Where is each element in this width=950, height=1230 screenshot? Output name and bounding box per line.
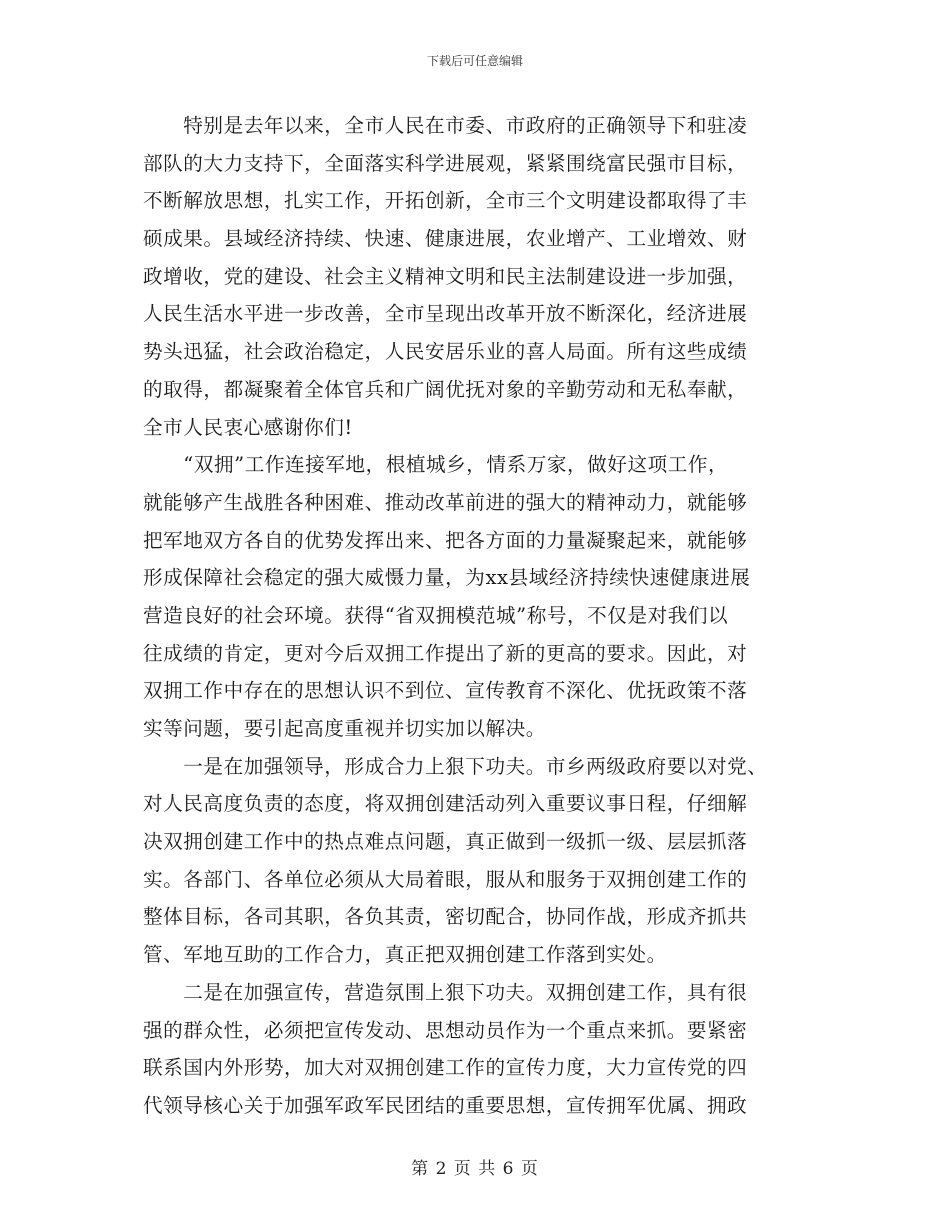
text-line: 对人民高度负责的态度，将双拥创建活动列入重要议事日程，仔细解 xyxy=(143,792,748,816)
page-header: 下载后可任意编辑 xyxy=(426,54,523,68)
text-line: 特别是去年以来，全市人民在市委、市政府的正确领导下和驻凌 xyxy=(143,114,748,137)
text-line: 往成绩的肯定，更对今后双拥工作提出了新的更高的要求。因此，对 xyxy=(143,641,748,665)
text-line: 营造良好的社会环境。获得“省双拥模范城”称号，不仅是对我们以 xyxy=(143,603,729,627)
text-line: 全市人民衷心感谢你们! xyxy=(143,415,353,439)
text-line: 实等问题，要引起高度重视并切实加以解决。 xyxy=(143,717,546,740)
text-line: 一是在加强领导，形成合力上狠下功夫。市乡两级政府要以对党、 xyxy=(143,754,768,778)
text-line: 就能够产生战胜各种困难、推动改革前进的强大的精神动力，就能够 xyxy=(143,490,748,514)
text-line: 人民生活水平进一步改善，全市呈现出改革开放不断深化，经济进展 xyxy=(143,302,748,326)
text-line: 势头迅猛，社会政治稳定，人民安居乐业的喜人局面。所有这些成绩 xyxy=(143,340,748,364)
document-body xyxy=(143,107,808,1125)
text-line: 二是在加强宣传，营造氛围上狠下功夫。双拥创建工作，具有很 xyxy=(143,980,748,1004)
text-line: 决双拥创建工作中的热点难点问题，真正做到一级抓一级、层层抓落 xyxy=(143,830,748,854)
text-line: 不断解放思想，扎实工作，开拓创新，全市三个文明建设都取得了丰 xyxy=(143,189,748,213)
text-line: 政增收，党的建设、社会主义精神文明和民主法制建设进一步加强， xyxy=(143,264,748,288)
text-line: 代领导核心关于加强军政军民团结的重要思想，宣传拥军优属、拥政 xyxy=(143,1093,748,1117)
text-line: 的取得，都凝聚着全体官兵和广阔优抚对象的辛勤劳动和无私奉献， xyxy=(143,377,748,401)
page-footer: 第 2 页 共 6 页 xyxy=(411,1159,539,1179)
text-line: 整体目标，各司其职，各负其责，密切配合，协同作战，形成齐抓共 xyxy=(143,905,748,929)
text-line: 把军地双方各自的优势发挥出来、把各方面的力量凝聚起来，就能够 xyxy=(143,528,748,552)
text-line: 管、军地互助的工作合力，真正把双拥创建工作落到实处。 xyxy=(143,943,667,967)
text-line: 部队的大力支持下，全面落实科学进展观，紧紧围绕富民强市目标， xyxy=(143,151,748,175)
text-line: 联系国内外形势，加大对双拥创建工作的宣传力度，大力宣传党的四 xyxy=(143,1056,748,1080)
text-line: “双拥”工作连接军地，根植城乡，情系万家，做好这项工作， xyxy=(143,453,729,477)
text-line: 强的群众性，必须把宣传发动、思想动员作为一个重点来抓。要紧密 xyxy=(143,1018,748,1042)
text-line: 硕成果。县域经济持续、快速、健康进展，农业增产、工业增效、财 xyxy=(143,227,748,251)
text-line: 实。各部门、各单位必须从大局着眼，服从和服务于双拥创建工作的 xyxy=(143,867,748,891)
text-line: 双拥工作中存在的思想认识不到位、宣传教育不深化、优抚政策不落 xyxy=(143,679,748,703)
text-line: 形成保障社会稳定的强大威慑力量，为xx县域经济持续快速健康进展 xyxy=(143,566,751,590)
